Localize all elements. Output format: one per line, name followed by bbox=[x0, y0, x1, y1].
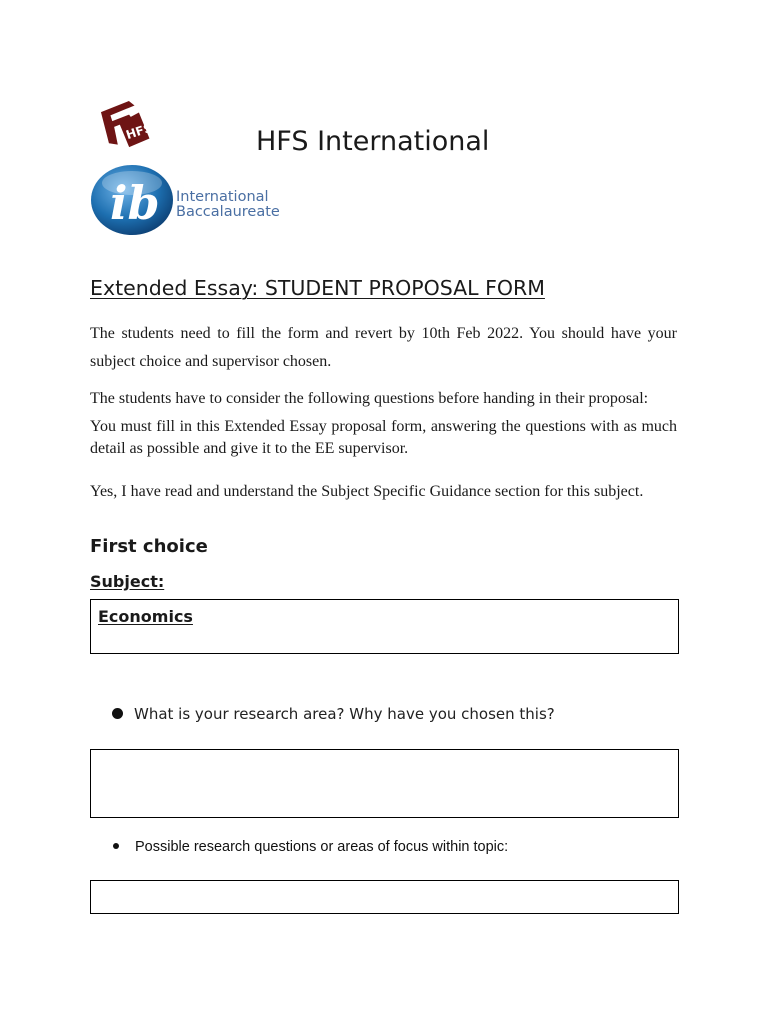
org-title: HFS International bbox=[256, 126, 490, 157]
instruction-paragraph-consider: The students have to consider the following questions before handing in their proposal: bbox=[90, 390, 649, 407]
instruction-paragraph-fill: You must fill in this Extended Essay proposal form, answering the questions with as much detail as possible and give it to the EE supervisor. bbox=[90, 418, 677, 457]
question-research-questions bbox=[113, 839, 508, 855]
hfs-logo bbox=[96, 98, 155, 152]
research-questions-answer-field[interactable] bbox=[90, 880, 679, 914]
subject-field[interactable] bbox=[90, 599, 679, 654]
bullet-icon bbox=[112, 708, 123, 719]
first-choice-heading: First choice bbox=[90, 536, 208, 557]
form-title: Extended Essay: STUDENT PROPOSAL FORM bbox=[90, 276, 545, 300]
ib-logo-mark: ib bbox=[110, 176, 160, 230]
research-area-answer-field[interactable] bbox=[90, 749, 679, 818]
question-research-questions-text: Possible research questions or areas of focus within topic: bbox=[135, 839, 509, 855]
question-research-area bbox=[112, 705, 555, 723]
subject-label: Subject: bbox=[90, 572, 165, 591]
ib-logo-line2: Baccalaureate bbox=[176, 204, 280, 220]
instruction-paragraph-deadline: The students need to fill the form and revert by 10th Feb 2022. You should have your subject choice and supervisor chosen. bbox=[90, 325, 677, 370]
ib-logo bbox=[90, 163, 290, 239]
guidance-confirmation: Yes, I have read and understand the Subject Specific Guidance section for this subject. bbox=[90, 483, 644, 500]
hfs-logo-letters: HFS bbox=[124, 120, 155, 143]
bullet-icon bbox=[113, 843, 119, 849]
question-research-area-text: What is your research area? Why have you chosen this? bbox=[134, 705, 555, 723]
subject-value: Economics bbox=[98, 607, 193, 626]
ib-logo-line1: International bbox=[176, 189, 269, 205]
